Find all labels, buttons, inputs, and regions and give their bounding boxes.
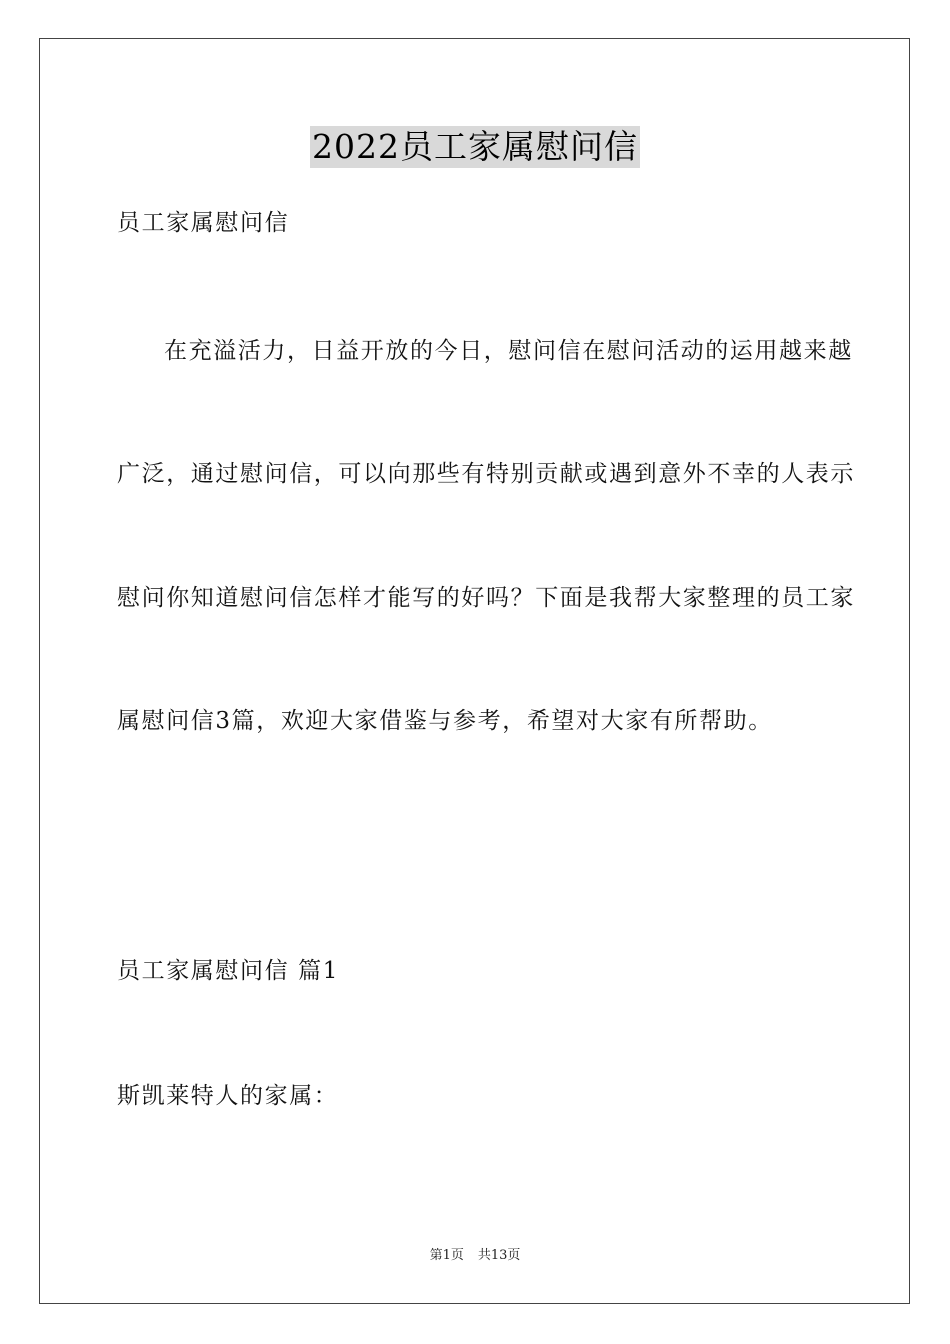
document-subtitle: 员工家属慰问信 <box>117 210 290 236</box>
salutation: 斯凯莱特人的家属： <box>117 1083 339 1109</box>
page-footer <box>0 1247 950 1265</box>
document-title: 2022员工家属慰问信 <box>312 127 638 166</box>
section-heading: 员工家属慰问信 篇1 <box>117 958 339 984</box>
intro-line-2: 广泛，通过慰问信，可以向那些有特别贡献或遇到意外不幸的人表示 <box>117 461 855 487</box>
title-container <box>0 126 950 168</box>
intro-line-4: 属慰问信3篇，欢迎大家借鉴与参考，希望对大家有所帮助。 <box>117 708 773 734</box>
intro-line-3: 慰问你知道慰问信怎样才能写的好吗？下面是我帮大家整理的员工家 <box>117 585 855 611</box>
page-total: 共13页 <box>477 1248 521 1263</box>
intro-line-1: 在充溢活力，日益开放的今日，慰问信在慰问活动的运用越来越 <box>164 338 853 364</box>
page-number: 第1页 <box>429 1248 464 1263</box>
